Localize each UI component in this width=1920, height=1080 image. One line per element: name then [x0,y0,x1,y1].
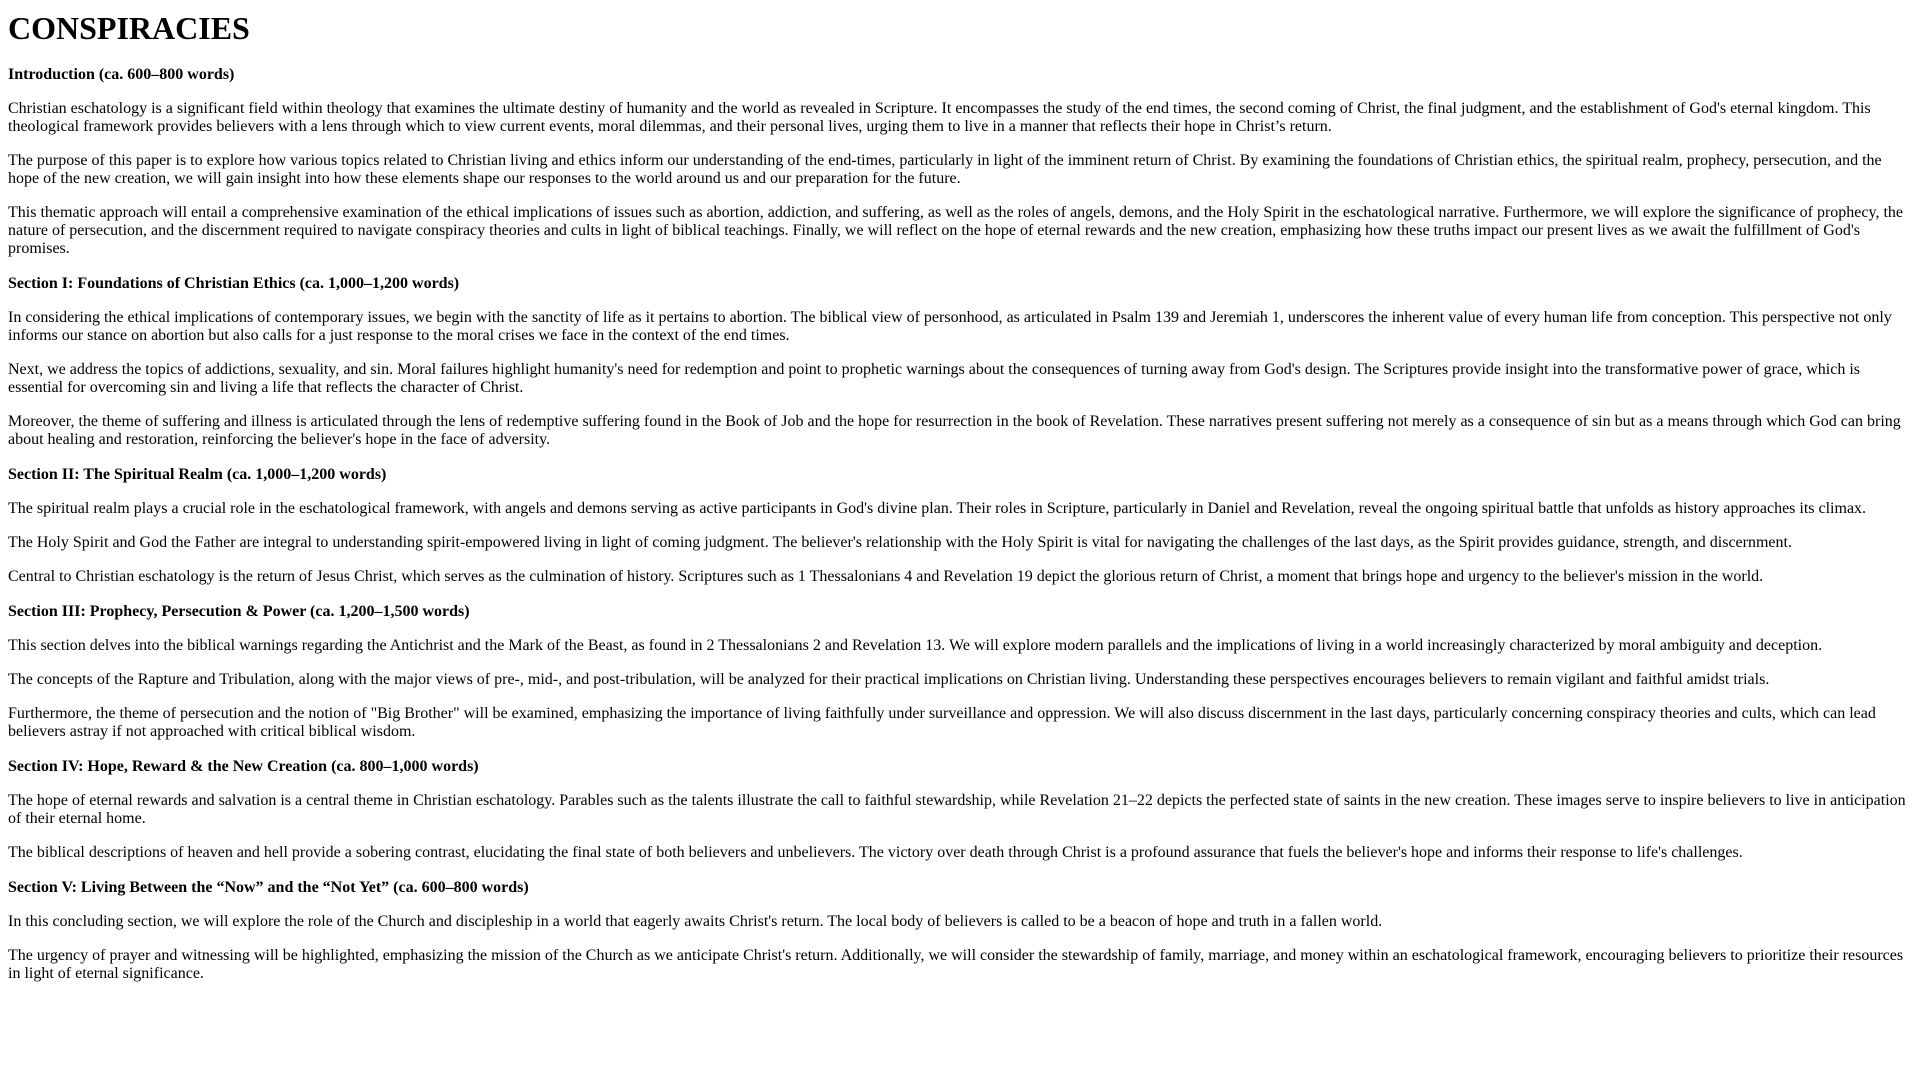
paragraph: The concepts of the Rapture and Tribulation, along with the major views of pre-, mid-, and post-tribulation, will be analyzed for their practical implications on Christian living. Understanding these perspectives encourages believers to remain vigilant and faithful amidst trials. [8,671,1770,688]
paragraph: The urgency of prayer and witnessing will be highlighted, emphasizing the mission of the Church as we anticipate Christ's return. Additionally, we will consider the stewardship of family, marriage, and money within an eschatological framework, encouraging believers to prioritize their resources in light of eternal significance. [8,947,1904,982]
section-prophecy [8,603,1908,741]
section-heading: Introduction (ca. 600–800 words) [8,66,235,83]
paragraph: The biblical descriptions of heaven and hell provide a sobering contrast, elucidating the final state of both believers and unbelievers. The victory over death through Christ is a profound assurance that fuels the believer's hope and informs their response to life's challenges. [8,844,1743,861]
section-foundations [8,275,1908,449]
paragraph: This thematic approach will entail a comprehensive examination of the ethical implications of issues such as abortion, addiction, and suffering, as well as the roles of angels, demons, and the Holy Spirit in the eschatological narrative. Furthermore, we will explore the significance of prophecy, the nature of persecution, and the discernment required to navigate conspiracy theories and cults in light of biblical teachings. Finally, we will reflect on the hope of eternal rewards and the new creation, emphasizing how these truths impact our present lives as we await the fulfillment of God's promises. [8,204,1903,257]
document [8,0,1908,983]
paragraph: The spiritual realm plays a crucial role in the eschatological framework, with angels and demons serving as active participants in God's divine plan. Their roles in Scripture, particularly in Daniel and Revelation, reveal the ongoing spiritual battle that unfolds as history approaches its climax. [8,500,1867,517]
paragraph: This section delves into the biblical warnings regarding the Antichrist and the Mark of the Beast, as found in 2 Thessalonians 2 and Revelation 13. We will explore modern parallels and the implications of living in a world increasingly characterized by moral ambiguity and deception. [8,637,1823,654]
paragraph: Christian eschatology is a significant field within theology that examines the ultimate destiny of humanity and the world as revealed in Scripture. It encompasses the study of the end times, the second coming of Christ, the final judgment, and the establishment of God's eternal kingdom. This theological framework provides believers with a lens through which to view current events, moral dilemmas, and their personal lives, urging them to live in a manner that reflects their hope in Christ’s return. [8,100,1871,135]
section-introduction [8,66,1908,258]
section-hope [8,758,1908,862]
paragraph: In this concluding section, we will explore the role of the Church and discipleship in a world that eagerly awaits Christ's return. The local body of believers is called to be a beacon of hope and truth in a fallen world. [8,913,1383,930]
paragraph: Moreover, the theme of suffering and illness is articulated through the lens of redemptive suffering found in the Book of Job and the hope for resurrection in the book of Revelation. These narratives present suffering not merely as a consequence of sin but as a means through which God can bring about healing and restoration, reinforcing the believer's hope in the face of adversity. [8,413,1901,448]
paragraph: The hope of eternal rewards and salvation is a central theme in Christian eschatology. Parables such as the talents illustrate the call to faithful stewardship, while Revelation 21–22 depicts the perfected state of saints in the new creation. These images serve to inspire believers to live in anticipation of their eternal home. [8,792,1906,827]
paragraph: Central to Christian eschatology is the return of Jesus Christ, which serves as the culmination of history. Scriptures such as 1 Thessalonians 4 and Revelation 19 depict the glorious return of Christ, a moment that brings hope and urgency to the believer's mission in the world. [8,568,1764,585]
section-heading: Section I: Foundations of Christian Ethics (ca. 1,000–1,200 words) [8,275,460,292]
section-spiritual-realm [8,466,1908,586]
paragraph: The purpose of this paper is to explore how various topics related to Christian living and ethics inform our understanding of the end-times, particularly in light of the imminent return of Christ. By examining the foundations of Christian ethics, the spiritual realm, prophecy, persecution, and the hope of the new creation, we will gain insight into how these elements shape our responses to the world around us and our preparation for the future. [8,152,1882,187]
section-heading: Section V: Living Between the “Now” and the “Not Yet” (ca. 600–800 words) [8,879,529,896]
section-heading: Section III: Prophecy, Persecution & Power (ca. 1,200–1,500 words) [8,603,470,620]
section-heading: Section IV: Hope, Reward & the New Creation (ca. 800–1,000 words) [8,758,479,775]
page-title: CONSPIRACIES [8,10,250,46]
paragraph: Next, we address the topics of addictions, sexuality, and sin. Moral failures highlight humanity's need for redemption and point to prophetic warnings about the consequences of turning away from God's design. The Scriptures provide insight into the transformative power of grace, which is essential for overcoming sin and living a life that reflects the character of Christ. [8,361,1860,396]
section-living [8,879,1908,983]
paragraph: Furthermore, the theme of persecution and the notion of "Big Brother" will be examined, emphasizing the importance of living faithfully under surveillance and oppression. We will also discuss discernment in the last days, particularly concerning conspiracy theories and cults, which can lead believers astray if not approached with critical biblical wisdom. [8,705,1876,740]
paragraph: The Holy Spirit and God the Father are integral to understanding spirit-empowered living in light of coming judgment. The believer's relationship with the Holy Spirit is vital for navigating the challenges of the last days, as the Spirit provides guidance, strength, and discernment. [8,534,1792,551]
section-heading: Section II: The Spiritual Realm (ca. 1,000–1,200 words) [8,466,387,483]
paragraph: In considering the ethical implications of contemporary issues, we begin with the sanctity of life as it pertains to abortion. The biblical view of personhood, as articulated in Psalm 139 and Jeremiah 1, underscores the inherent value of every human life from conception. This perspective not only informs our stance on abortion but also calls for a just response to the moral crises we face in the context of the end times. [8,309,1892,344]
